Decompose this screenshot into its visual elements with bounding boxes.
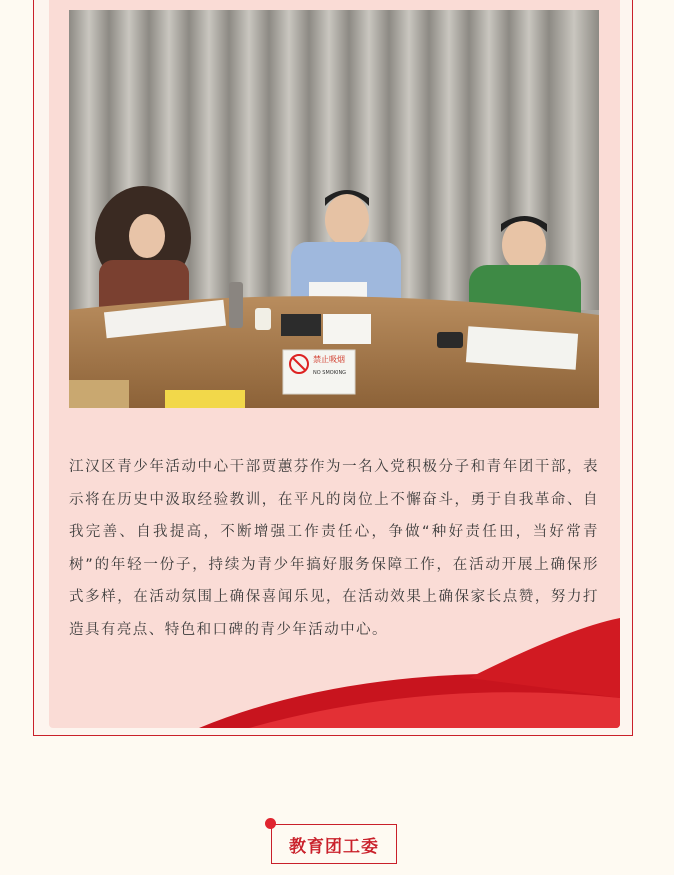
article-card <box>49 0 620 728</box>
red-dot-icon <box>265 818 276 829</box>
article-paragraph: 江汉区青少年活动中心干部贾蕙芬作为一名入党积极分子和青年团干部，表示将在历史中汲取经验教训，在平凡的岗位上不懈奋斗，勇于自我革命、自我完善、自我提高，不断增强工作责任心，争做“种好责任田，当好常青树”的年轻一份子，持续为青少年搞好服务保障工作，在活动开展上确保形式多样，在活动氛围上确保喜闻乐见，在活动效果上确保家长点赞，努力打造具有亮点、特色和口碑的青少年活动中心。 <box>69 459 599 638</box>
footer-tag-box <box>271 824 397 864</box>
no-smoking-sign <box>283 350 355 394</box>
footer-tag-label: 教育团工委 <box>289 836 379 857</box>
meeting-photo <box>69 10 599 408</box>
footer-tag <box>271 824 399 866</box>
sign-title-text: 禁止吸烟 <box>313 355 345 364</box>
sign-subtitle-text: NO SMOKING <box>313 370 347 376</box>
